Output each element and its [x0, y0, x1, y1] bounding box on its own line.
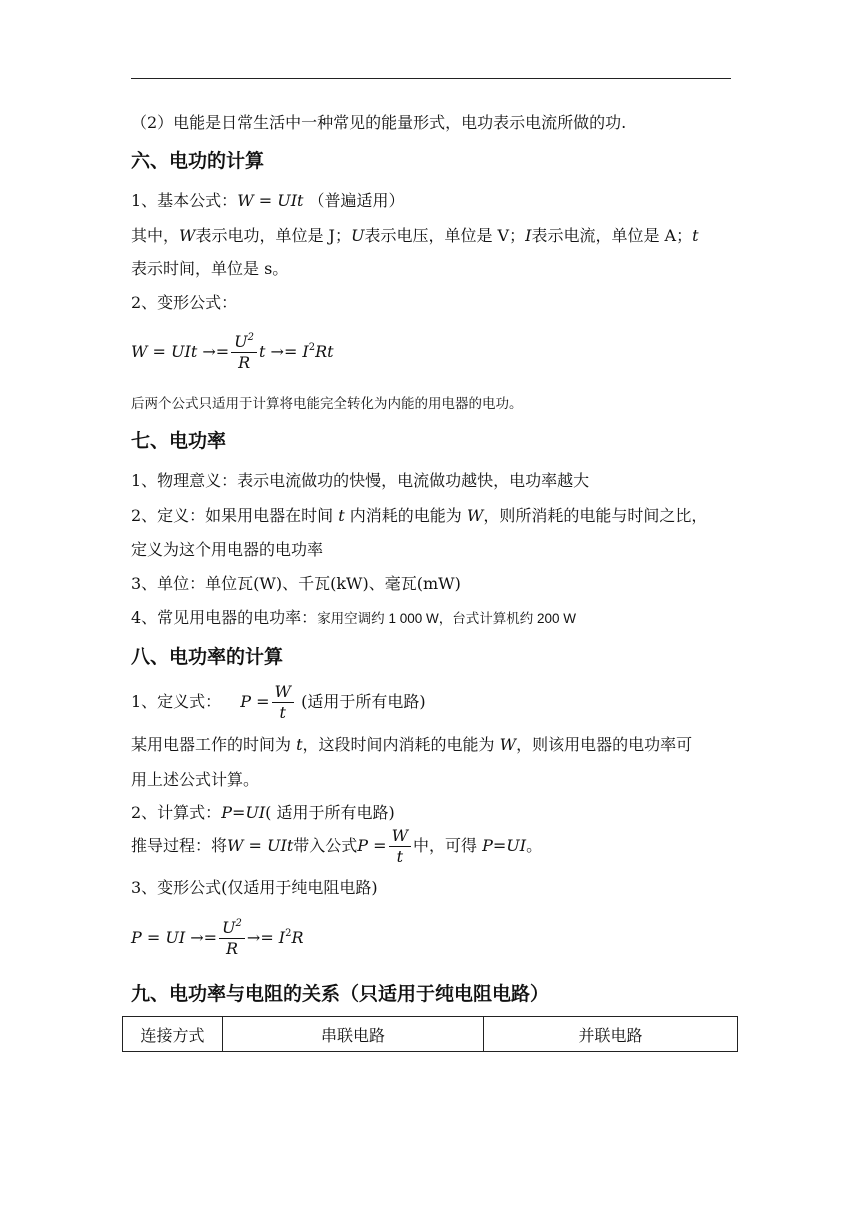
power-explanation-1: 某用电器工作的时间为 t，这段时间内消耗的电能为 W，则该用电器的电功率可	[131, 735, 693, 754]
power-derived-formula: P = UI →= $\frac{U^2}{R}$ →= $I^2R$	[131, 918, 304, 958]
explanation-line-2: 表示时间，单位是 s。	[131, 259, 289, 278]
derivation-process: 推导过程：将W = UIt带入公式P = $\frac{W}{t}$ 中，可得 P=UI。	[131, 826, 543, 866]
power-units: 3、单位：单位瓦(W)、千瓦(kW)、毫瓦(mW)	[131, 574, 461, 593]
table-header-cell: 并联电路	[484, 1017, 738, 1052]
heading-work-calculation: 六、电功的计算	[131, 150, 265, 172]
power-explanation-2: 用上述公式计算。	[131, 770, 260, 789]
heading-power-resistance: 九、电功率与电阻的关系（只适用于纯电阻电路）	[131, 983, 550, 1005]
table-row	[123, 1017, 738, 1052]
heading-electric-power: 七、电功率	[131, 430, 227, 452]
fraction-u2-over-r-2: $\frac{U^2}{R}$	[219, 918, 245, 959]
power-definition-2: 定义为这个用电器的电功率	[131, 540, 324, 559]
formula-note: 后两个公式只适用于计算将电能完全转化为内能的用电器的电功。	[131, 396, 523, 411]
fraction-w-over-t: $\frac{W}{t}$	[272, 682, 294, 723]
power-derived-formula-label: 3、变形公式(仅适用于纯电阻电路)	[131, 878, 378, 897]
derived-formula-label: 2、变形公式：	[131, 293, 238, 312]
fraction-w-over-t-2: $\frac{W}{t}$	[389, 826, 411, 867]
basic-formula-line: 1、基本公式：W = UIt （普遍适用）	[131, 191, 405, 210]
power-calc-formula: 2、计算式：P=UI( 适用于所有电路)	[131, 803, 395, 822]
power-definition-1: 2、定义：如果用电器在时间 t 内消耗的电能为 W，则所消耗的电能与时间之比，	[131, 506, 708, 525]
heading-power-calculation: 八、电功率的计算	[131, 646, 284, 668]
paragraph-electric-energy: （2）电能是日常生活中一种常见的能量形式，电功表示电流所做的功.	[131, 113, 627, 132]
formula-w-uit: W = UIt	[237, 191, 304, 210]
derived-work-formula: W = UIt →= $\frac{U^2}{R}$ $t \to= I^2Rt$	[131, 332, 334, 372]
table-header-cell: 串联电路	[223, 1017, 484, 1052]
power-definition-formula: 1、定义式： P = $\frac{W}{t}$ (适用于所有电路)	[131, 682, 426, 722]
table-header-cell: 连接方式	[123, 1017, 223, 1052]
explanation-line-1: 其中，W表示电功，单位是 J；U表示电压，单位是 V；I表示电流，单位是 A；t	[131, 226, 699, 245]
power-meaning: 1、物理意义：表示电流做功的快慢，电流做功越快，电功率越大	[131, 471, 590, 490]
power-resistance-table	[122, 1016, 738, 1052]
common-appliance-power: 4、常见用电器的电功率：家用空调约 1 000 W，台式计算机约 200 W	[131, 608, 576, 627]
fraction-u2-over-r: $\frac{U^2}{R}$	[231, 332, 257, 373]
header-rule	[131, 78, 731, 79]
